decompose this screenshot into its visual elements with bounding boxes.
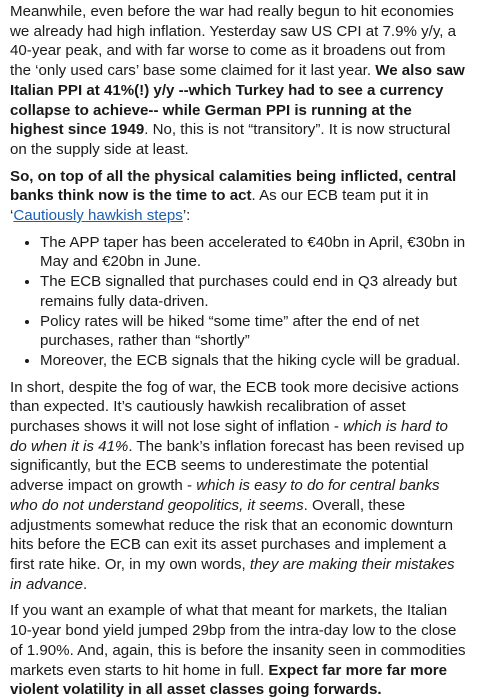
summary-italic-3: they are making their mistakes in advance xyxy=(10,555,455,593)
summary-text-3: . Overall, these adjustments somewhat reduce the risk that an economic downturn hits before the ECB can exit its asset purchases and implement a first rate hike. Or, in my own words, xyxy=(10,496,453,573)
paragraph-central-banks xyxy=(10,167,468,226)
summary-text-4: . xyxy=(83,575,88,593)
paragraph-markets xyxy=(10,601,468,700)
list-item: • The APP taper has been accelerated to €40bn in April, €30bn in May and €20bn in June. xyxy=(40,233,468,272)
summary-text-1: In short, despite the fog of war, the ECB took more decisive actions than expected. It’s cautiously hawkish recalibration of asset purchases shows it will not lose sight of inflation - xyxy=(10,378,459,436)
list-item: • The ECB signalled that purchases could end in Q3 already but remains fully data-driven. xyxy=(40,272,468,311)
central-banks-emphasis: So, on top of all the physical calamities being inflicted, central banks think now is the time to act xyxy=(10,167,457,205)
paragraph-inflation xyxy=(10,2,468,160)
list-item: • Moreover, the ECB signals that the hiking cycle will be gradual. xyxy=(40,351,468,371)
summary-italic-2: which is easy to do for central banks who do not understand geopolitics, it seems xyxy=(10,477,440,514)
markets-text-1: If you want an example of what that meant for markets, the Italian 10-year bond yield jumped 29bp from the intra-day low to the close of 1.90%. And, again, this is before the insanity seen in commodities markets even starts to hit home in full. xyxy=(10,602,466,679)
central-banks-text-1: . As our ECB team put it in ‘ xyxy=(10,187,429,225)
list-item: • Policy rates will be hiked “some time” after the end of net purchases, rather than “shortly” xyxy=(40,312,468,351)
summary-italic-1: which is hard to do when it is 41% xyxy=(10,418,448,455)
inflation-emphasis: We also saw Italian PPI at 41%(!) y/y --which Turkey had to see a currency collapse to achieve-- while German PPI is running at the highest since 1949 xyxy=(10,62,465,139)
summary-text-2: . The bank’s inflation forecast has been revised up significantly, but the ECB seems to underestimate the potential adverse impact on growth - xyxy=(10,437,465,495)
cautiously-hawkish-link[interactable]: Cautiously hawkish steps xyxy=(13,207,183,225)
paragraph-ecb-summary xyxy=(10,378,468,595)
inflation-text-1: Meanwhile, even before the war had really begun to hit economies we already had high inflation. Yesterday saw US CPI at 7.9% y/y, a 40-year peak, and with far worse to come as it broadens out from the ‘only used cars’ base some claimed for it last year. xyxy=(10,3,457,80)
inflation-text-2: . No, this is not “transitory”. It is now structural on the supply side at least. xyxy=(10,121,451,158)
central-banks-text-2: ’: xyxy=(182,207,191,225)
ecb-bullet-list xyxy=(10,233,468,371)
markets-emphasis: Expect far more far more violent volatility in all asset classes going forwards. xyxy=(10,661,448,699)
